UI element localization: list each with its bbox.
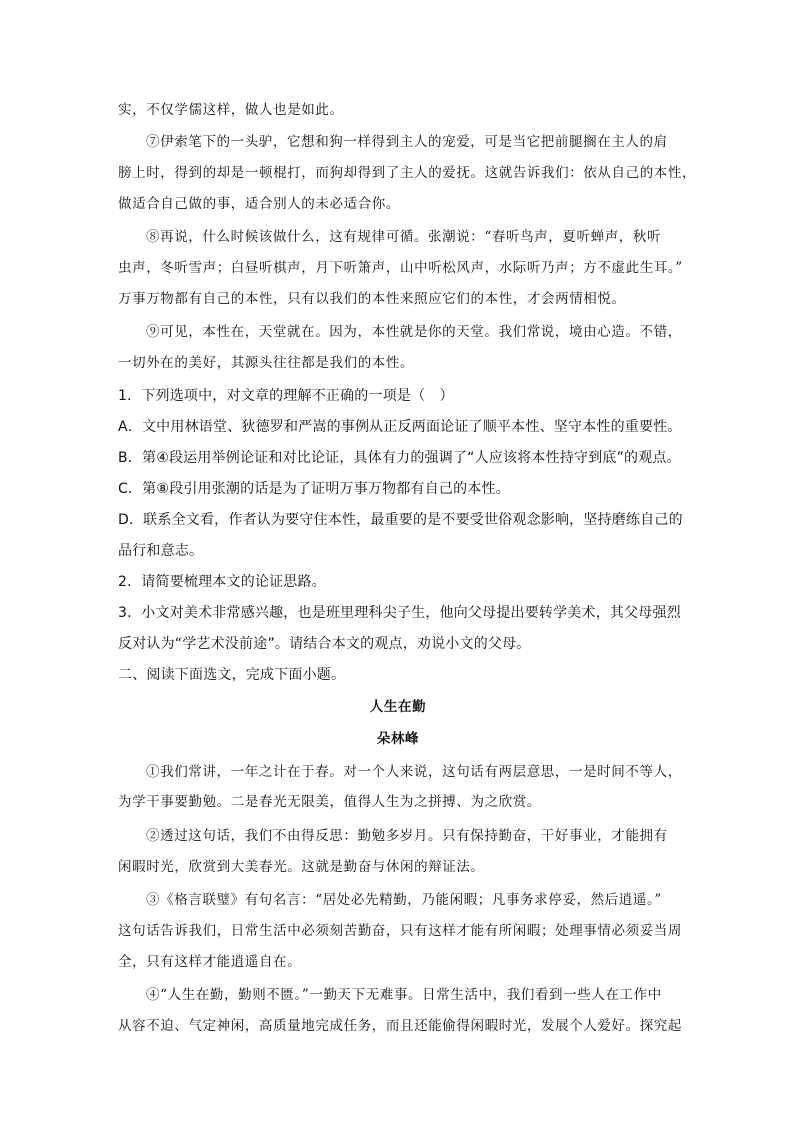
passage1-line: ⑧再说，什么时候该做什么，这有规律可循。张潮说：“春听鸟声，夏听蝉声，秋听 (146, 229, 662, 245)
passage2-line: 全，只有这样才能逍遥自在。 (118, 954, 302, 970)
passage1-line: ⑨可见，本性在，天堂就在。因为，本性就是你的天堂。我们常说，境由心造。不错， (146, 324, 682, 340)
question-2: 2．请简要梳理本文的论证思路。 (118, 574, 326, 590)
option-d-cont: 品行和意志。 (118, 543, 204, 559)
passage1-line: 实，不仅学儒这样，做人也是如此。 (118, 102, 344, 118)
passage1-line: 万事万物都有自己的本性，只有以我们的本性来照应它们的本性，才会两情相悦。 (118, 291, 626, 307)
question-1: 1．下列选项中，对文章的理解不正确的一项是（ ） (118, 388, 454, 404)
passage2-line: ②透过这句话，我们不由得反思：勤勉多岁月。只有保持勤奋，干好事业，才能拥有 (146, 828, 668, 844)
passage2-title: 人生在勤 (369, 699, 427, 715)
passage1-line: 膀上时，得到的却是一顿棍打，而狗却得到了主人的爱抚。这就告诉我们：依从自己的本性， (118, 165, 697, 181)
option-d: D．联系全文看，作者认为要守住本性，最重要的是不要受世俗观念影响，坚持磨练自己的 (118, 512, 683, 528)
passage1-line: ⑦伊索笔下的一头驴，它想和狗一样得到主人的宠爱，可是当它把前腿搁在主人的肩 (146, 134, 668, 150)
passage1-line: 一切外在的美好，其源头往往都是我们的本性。 (118, 355, 415, 371)
passage2-line: 从容不迫、气定神闲，高质量地完成任务，而且还能偷得闲暇时光，发展个人爱好。探究起 (118, 1018, 682, 1034)
passage2-line: ①我们常讲，一年之计在于春。对一个人来说，这句话有两层意思，一是时间不等人， (146, 764, 682, 780)
passage1-line: 做适合自己做的事，适合别人的未必适合你。 (118, 196, 400, 212)
option-b: B．第④段运用举例论证和对比论证，具体有力的强调了“人应该将本性持守到底”的观点。 (118, 450, 681, 466)
question-3-cont: 反对认为“学艺术没前途”。请结合本文的观点，劝说小文的父母。 (118, 636, 531, 652)
section-two-heading: 二、阅读下面选文，完成下面小题。 (118, 667, 346, 683)
option-a: A．文中用林语堂、狄德罗和严嵩的事例从正反两面论证了顺平本性、坚守本性的重要性。 (118, 419, 682, 435)
passage2-line: ④“人生在勤，勤则不匮。”一勤天下无难事。日常生活中，我们看到一些人在工作中 (146, 987, 662, 1003)
question-3: 3．小文对美术非常感兴趣，也是班里理科尖子生，他向父母提出要转学美术，其父母强烈 (118, 605, 681, 621)
passage2-author: 朵林峰 (376, 731, 420, 747)
passage2-line: ③《格言联璧》有句名言：“居处必先精勤，乃能闲暇；凡事务求停妥，然后逍遥。” (146, 892, 662, 908)
passage2-line: 这句话告诉我们，日常生活中必须刻苦勤奋，只有这样才能有所闲暇；处理事情必须妥当周 (118, 923, 682, 939)
passage2-line: 闲暇时光，欣赏到大美春光。这就是勤奋与休闲的辩证法。 (118, 859, 485, 875)
option-c: C．第⑧段引用张潮的话是为了证明万事万物都有自己的本性。 (118, 481, 510, 497)
passage2-line: 为学干事要勤勉。二是春光无限美，值得人生为之拼搏、为之欣赏。 (118, 794, 541, 810)
passage1-line: 虫声，冬听雪声；白昼听棋声，月下听箫声，山中听松风声，水际听乃声；方不虚此生耳。” (118, 260, 683, 276)
